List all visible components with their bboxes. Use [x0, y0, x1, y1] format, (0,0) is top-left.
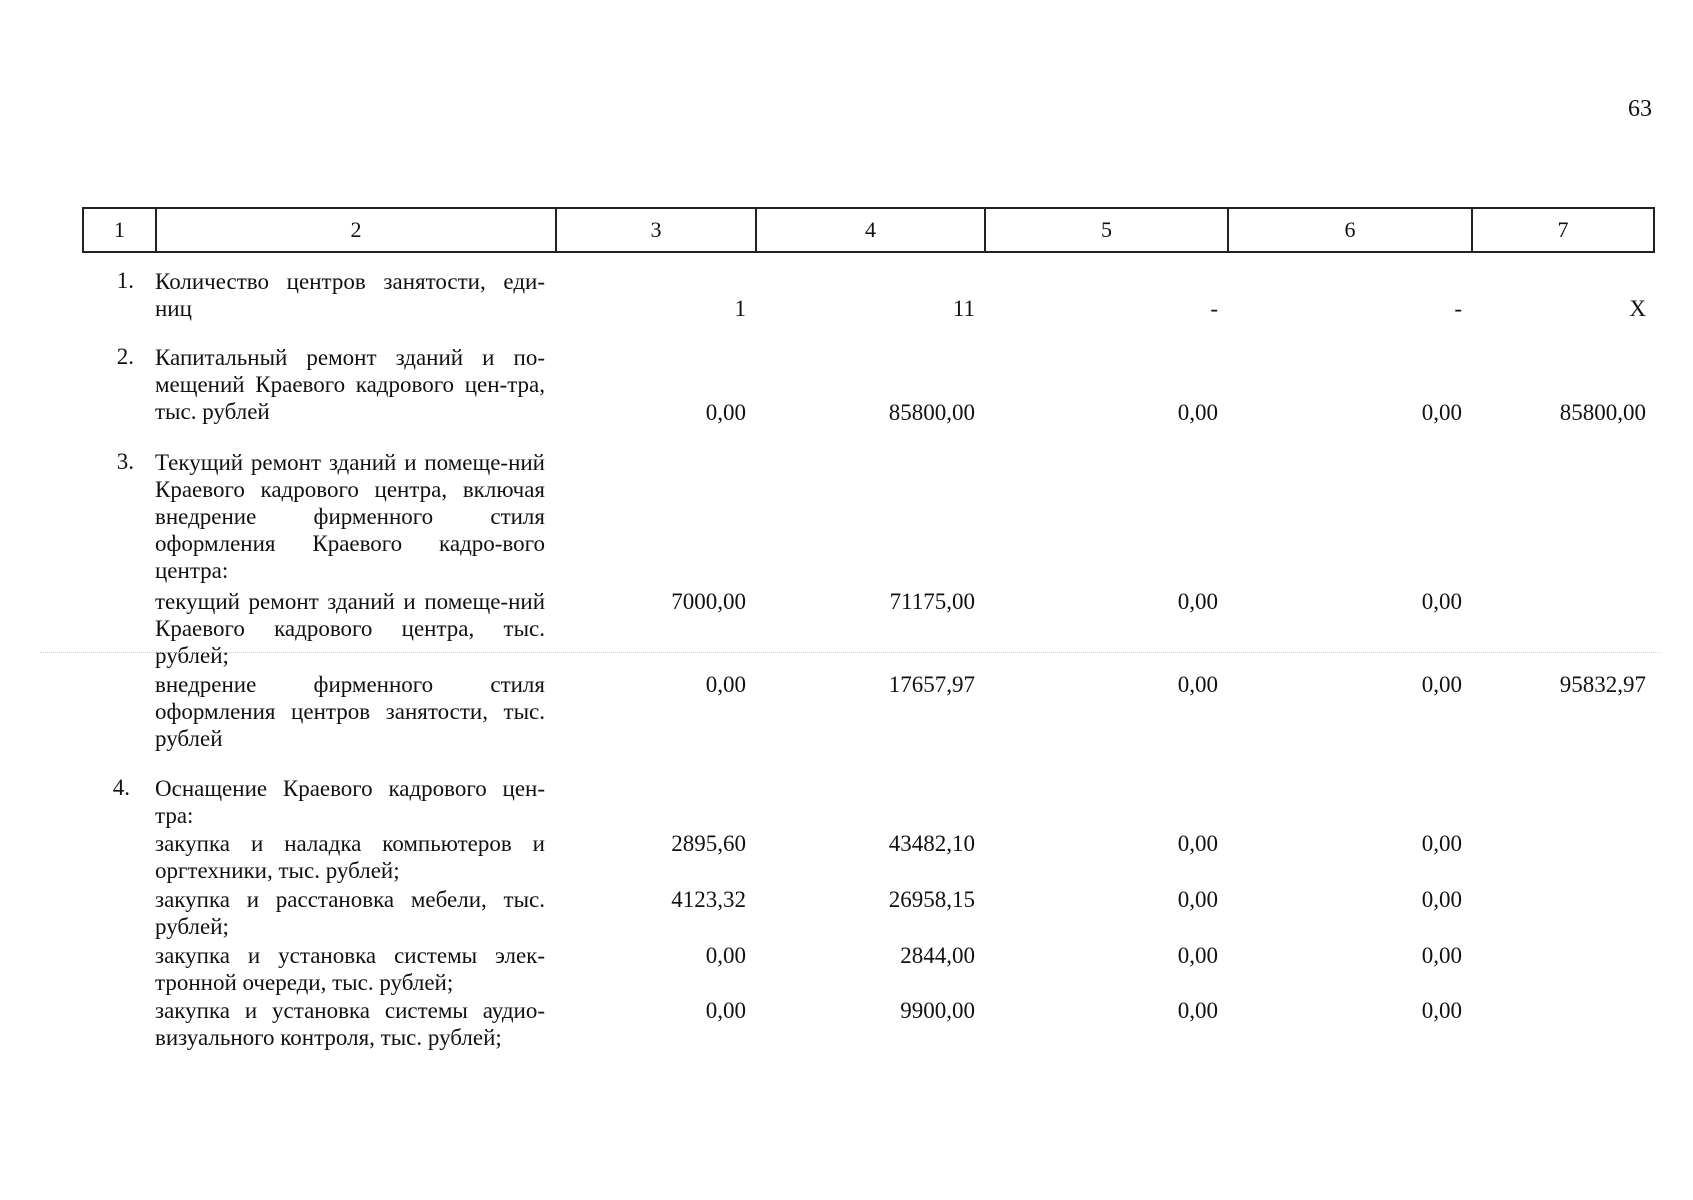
cell-col-6: 0,00 — [1421, 589, 1462, 614]
row-description: Капитальный ремонт зданий и по-мещений Краевого кадрового цен-тра, тыс. рублей — [155, 345, 545, 424]
cell-col-5: 0,00 — [1177, 998, 1218, 1023]
cell-col-3: 2895,60 — [671, 831, 746, 856]
cell-col-7: 95832,97 — [1559, 672, 1646, 697]
cell-col-5: 0,00 — [1177, 589, 1218, 614]
cell-col-5: 0,00 — [1177, 831, 1218, 856]
cell-col-5: - — [1210, 296, 1218, 321]
sub-item-description: закупка и наладка компьютеров и оргтехники, тыс. рублей; — [155, 831, 545, 883]
column-header-row — [83, 208, 1654, 252]
column-header-3: 3 — [556, 208, 756, 252]
cell-col-5: 0,00 — [1177, 943, 1218, 968]
cell-col-6: 0,00 — [1421, 672, 1462, 697]
cell-col-3: 0,00 — [705, 998, 746, 1023]
row-number: 3. — [116, 449, 134, 474]
cell-col-6: 0,00 — [1421, 998, 1462, 1023]
cell-col-3: 4123,32 — [671, 887, 746, 912]
cell-col-6: 0,00 — [1421, 400, 1462, 425]
column-header-1: 1 — [83, 208, 156, 252]
cell-col-4: 17657,97 — [888, 672, 975, 697]
cell-col-6: 0,00 — [1421, 943, 1462, 968]
sub-item-description: закупка и расстановка мебели, тыс. рублей; — [155, 887, 545, 939]
cell-col-3: 1 — [734, 296, 746, 321]
cell-col-4: 71175,00 — [889, 589, 975, 614]
sub-item-description: закупка и установка системы элек-тронной очереди, тыс. рублей; — [155, 943, 545, 995]
page-number: 63 — [1628, 96, 1652, 122]
cell-col-6: 0,00 — [1421, 831, 1462, 856]
row-number: 4. — [112, 775, 130, 800]
sub-item-description: текущий ремонт зданий и помеще-ний Краевого кадрового центра, тыс. рублей; — [155, 589, 545, 668]
cell-col-4: 26958,15 — [888, 887, 975, 912]
cell-col-6: - — [1454, 296, 1462, 321]
column-header-table — [82, 207, 1655, 253]
cell-col-7: 85800,00 — [1559, 400, 1646, 425]
cell-col-4: 43482,10 — [888, 831, 975, 856]
sub-item-description: внедрение фирменного стиля оформления центров занятости, тыс. рублей — [155, 672, 545, 751]
cell-col-4: 85800,00 — [888, 400, 975, 425]
cell-col-5: 0,00 — [1177, 672, 1218, 697]
cell-col-4: 9900,00 — [900, 998, 975, 1023]
sub-item-description: закупка и установка системы аудио-визуального контроля, тыс. рублей; — [155, 998, 545, 1050]
cell-col-7: X — [1629, 296, 1646, 321]
row-description: Оснащение Краевого кадрового цен-тра: — [155, 776, 545, 828]
cell-col-3: 0,00 — [705, 943, 746, 968]
column-header-6: 6 — [1228, 208, 1472, 252]
column-header-5: 5 — [985, 208, 1228, 252]
cell-col-6: 0,00 — [1421, 887, 1462, 912]
column-header-2: 2 — [156, 208, 556, 252]
row-description: Количество центров занятости, еди-ниц — [155, 269, 545, 321]
cell-col-3: 0,00 — [705, 672, 746, 697]
column-header-7: 7 — [1472, 208, 1654, 252]
cell-col-3: 0,00 — [705, 400, 746, 425]
cell-col-3: 7000,00 — [671, 589, 746, 614]
row-number: 1. — [116, 268, 134, 293]
cell-col-5: 0,00 — [1177, 400, 1218, 425]
scan-artifact-divider — [40, 652, 1660, 653]
row-description: Текущий ремонт зданий и помеще-ний Краевого кадрового центра, включая внедрение фирменного стиля оформления Краевого кадро-вого центра: — [155, 450, 545, 583]
cell-col-5: 0,00 — [1177, 887, 1218, 912]
cell-col-4: 2844,00 — [900, 943, 975, 968]
row-number: 2. — [116, 344, 134, 369]
cell-col-4: 11 — [952, 296, 975, 321]
column-header-4: 4 — [756, 208, 985, 252]
